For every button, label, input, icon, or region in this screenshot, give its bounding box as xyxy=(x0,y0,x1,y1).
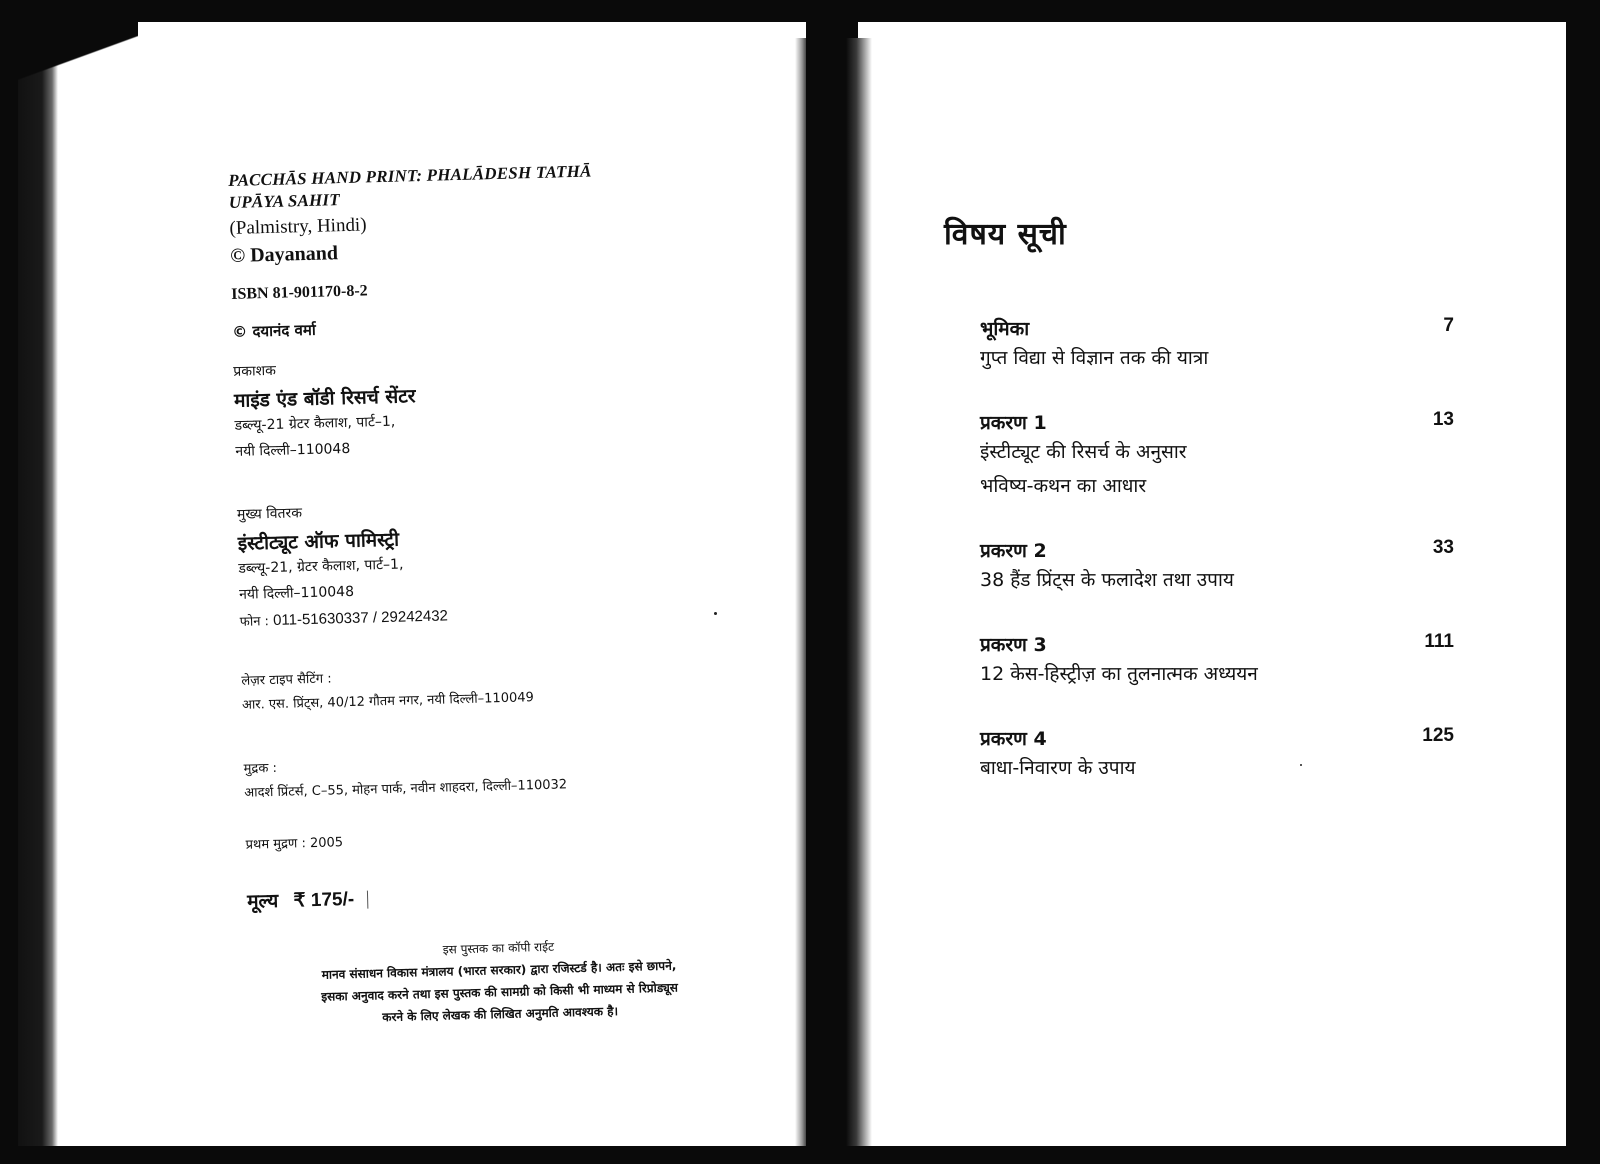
price-label: मूल्य xyxy=(246,889,279,913)
toc-entry xyxy=(980,631,1454,691)
typesetting-value: आर. एस. प्रिंट्स, 40/12 गौतम नगर, नयी दिल्ली–110049 xyxy=(241,690,535,713)
publisher-name: माइंड एंड बॉडी रिसर्च सेंटर xyxy=(233,385,416,412)
toc-entry-heading: प्रकरण 1 xyxy=(980,412,1047,434)
toc-entry xyxy=(980,537,1454,597)
phone-label: फोन : xyxy=(239,614,270,630)
scan-border-top xyxy=(0,0,1600,22)
notice-line: करने के लिए लेखक की लिखित अनुमति आवश्यक है। xyxy=(382,1004,619,1025)
publisher-label: प्रकाशक xyxy=(233,362,277,380)
notice-heading: इस पुस्तक का कॉपी राईट xyxy=(442,939,555,957)
toc-entry-page: 33 xyxy=(1432,537,1454,558)
printer-value: आदर्श प्रिंटर्स, C–55, मोहन पार्क, नवीन शाहदरा, दिल्ली–110032 xyxy=(244,777,568,801)
contents-page xyxy=(944,212,1454,785)
toc-entry-page: 125 xyxy=(1422,725,1454,746)
distributor-city: नयी दिल्ली–110048 xyxy=(238,583,355,603)
toc-entry-page: 13 xyxy=(1432,409,1454,430)
printer-label: मुद्रक : xyxy=(243,760,278,777)
scan-border-left xyxy=(0,0,18,1164)
toc-entry-description: गुप्त विद्या से विज्ञान तक की यात्रा xyxy=(980,347,1209,369)
publisher-city: नयी दिल्ली–110048 xyxy=(235,440,351,460)
toc-entry-heading: प्रकरण 3 xyxy=(980,634,1047,656)
imprint-page xyxy=(228,155,810,1031)
copyright-english: © Dayanand xyxy=(229,242,339,267)
publisher-address: डब्ल्यू-21 ग्रेटर कैलाश, पार्ट–1, xyxy=(234,413,396,434)
gutter-shadow-right xyxy=(846,38,872,1164)
toc-entry-description: इंस्टीट्यूट की रिसर्च के अनुसार xyxy=(980,441,1187,463)
toc-entry-heading: प्रकरण 2 xyxy=(980,540,1047,562)
table-of-contents xyxy=(944,315,1454,785)
scan-border-right xyxy=(1566,0,1600,1164)
toc-entry-heading: प्रकरण 4 xyxy=(980,728,1047,750)
book-subtitle: (Palmistry, Hindi) xyxy=(229,214,367,239)
typesetting-label: लेज़र टाइप सैटिंग : xyxy=(241,671,332,689)
copyright-notice xyxy=(248,931,750,1032)
first-edition: प्रथम मुद्रण : 2005 xyxy=(245,835,344,853)
scan-corner-shadow xyxy=(18,0,138,100)
copyright-hindi: © दयानंद वर्मा xyxy=(232,320,316,341)
notice-line: मानव संसाधन विकास मंत्रालय (भारत सरकार) द्वारा रजिस्टर्ड है। अतः इसे छापने, xyxy=(321,958,677,982)
toc-entry-description: भविष्य-कथन का आधार xyxy=(980,475,1147,497)
distributor-address: डब्ल्यू-21, ग्रेटर कैलाश, पार्ट–1, xyxy=(238,556,404,577)
toc-entry-heading: भूमिका xyxy=(980,318,1030,340)
toc-entry xyxy=(980,409,1454,503)
price-value: ₹ 175/- xyxy=(293,888,355,912)
toc-entry xyxy=(980,725,1454,785)
isbn: ISBN 81-901170-8-2 xyxy=(231,282,368,303)
distributor-name: इंस्टीट्यूट ऑफ पामिस्ट्री xyxy=(237,528,400,555)
text-cursor-mark xyxy=(367,891,368,909)
toc-entry-description: बाधा-निवारण के उपाय xyxy=(980,757,1136,779)
price-line xyxy=(247,873,807,914)
toc-entry-description: 12 केस-हिस्ट्रीज़ का तुलनात्मक अध्ययन xyxy=(980,663,1258,685)
contents-title: विषय सूची xyxy=(944,217,1067,252)
notice-line: इसका अनुवाद करने तथा इस पुस्तक की सामग्री को किसी भी माध्यम से रिप्रोड्यूस xyxy=(321,980,679,1004)
distributor-label: मुख्य वितरक xyxy=(236,505,303,523)
toc-entry-page: 111 xyxy=(1424,631,1454,652)
toc-entry-page: 7 xyxy=(1443,315,1454,336)
page-edge-shadow xyxy=(18,0,58,1164)
phone-number: 011-51630337 / 29242432 xyxy=(272,607,449,629)
scan-border-bottom xyxy=(0,1146,1600,1164)
toc-entry-description: 38 हैंड प्रिंट्स के फलादेश तथा उपाय xyxy=(980,569,1234,591)
toc-entry xyxy=(980,315,1454,375)
book-title-roman: PACCHĀS HAND PRINT: PHALĀDESH TATHĀ UPĀYA SAHIT xyxy=(228,161,592,212)
